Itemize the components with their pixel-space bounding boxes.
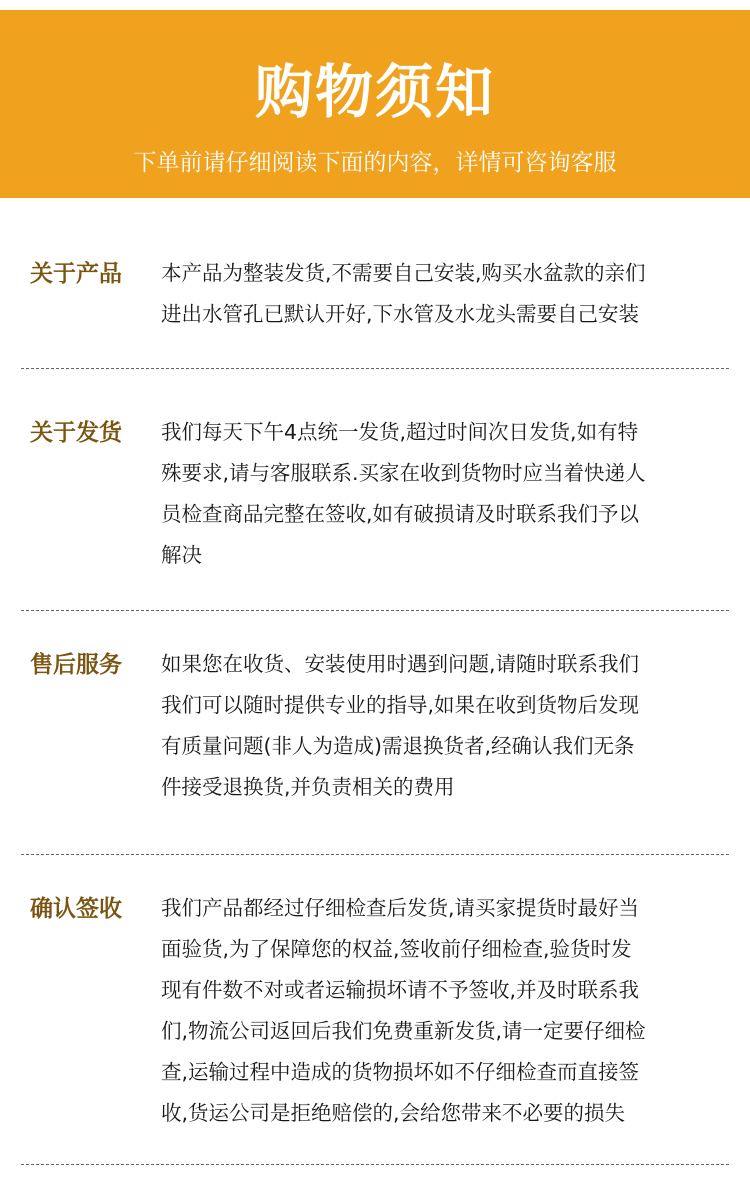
section-label: 关于发货 [30, 420, 122, 446]
body-line: 件接受退换货,并负责相关的费用 [161, 775, 455, 799]
body-line: 本产品为整装发货,不需要自己安装,购买水盆款的亲们 [161, 261, 646, 285]
section-body [161, 644, 721, 808]
section-body [161, 253, 721, 335]
body-line: 如果您在收货、安装使用时遇到问题,请随时联系我们 [161, 652, 640, 676]
section-body [161, 412, 721, 576]
section-divider [21, 854, 729, 855]
body-line: 我们产品都经过仔细检查后发货,请买家提货时最好当 [161, 896, 640, 920]
body-line: 解决 [161, 543, 202, 567]
page-title: 购物须知 [254, 58, 495, 126]
page-subtitle: 下单前请仔细阅读下面的内容，详情可咨询客服 [133, 150, 617, 176]
section-label: 确认签收 [30, 896, 122, 922]
body-line: 现有件数不对或者运输损坏请不予签收,并及时联系我 [161, 978, 640, 1002]
body-line: 面验货,为了保障您的权益,签收前仔细检查,验货时发 [161, 937, 632, 961]
body-line: 员检查商品完整在签收,如有破损请及时联系我们予以 [161, 502, 640, 526]
body-line: 们,物流公司返回后我们免费重新发货,请一定要仔细检 [161, 1019, 646, 1043]
section-label: 关于产品 [30, 261, 122, 287]
body-line: 我们每天下午4点统一发货,超过时间次日发货,如有特 [161, 420, 639, 444]
body-line: 我们可以随时提供专业的指导,如果在收到货物后发现 [161, 693, 640, 717]
section-divider [21, 610, 729, 611]
body-line: 收,货运公司是拒绝赔偿的,会给您带来不必要的损失 [161, 1101, 626, 1125]
body-line: 殊要求,请与客服联系.买家在收到货物时应当着快递人 [161, 461, 646, 485]
body-line: 查,运输过程中造成的货物损坏如不仔细检查而直接签 [161, 1060, 640, 1084]
section-divider [21, 368, 729, 369]
body-line: 有质量问题(非人为造成)需退换货者,经确认我们无条 [161, 734, 635, 758]
body-line: 进出水管孔已默认开好,下水管及水龙头需要自己安装 [161, 302, 640, 326]
header-banner [0, 10, 750, 198]
section-body [161, 888, 721, 1134]
section-label: 售后服务 [30, 652, 122, 678]
section-divider [21, 1164, 729, 1165]
